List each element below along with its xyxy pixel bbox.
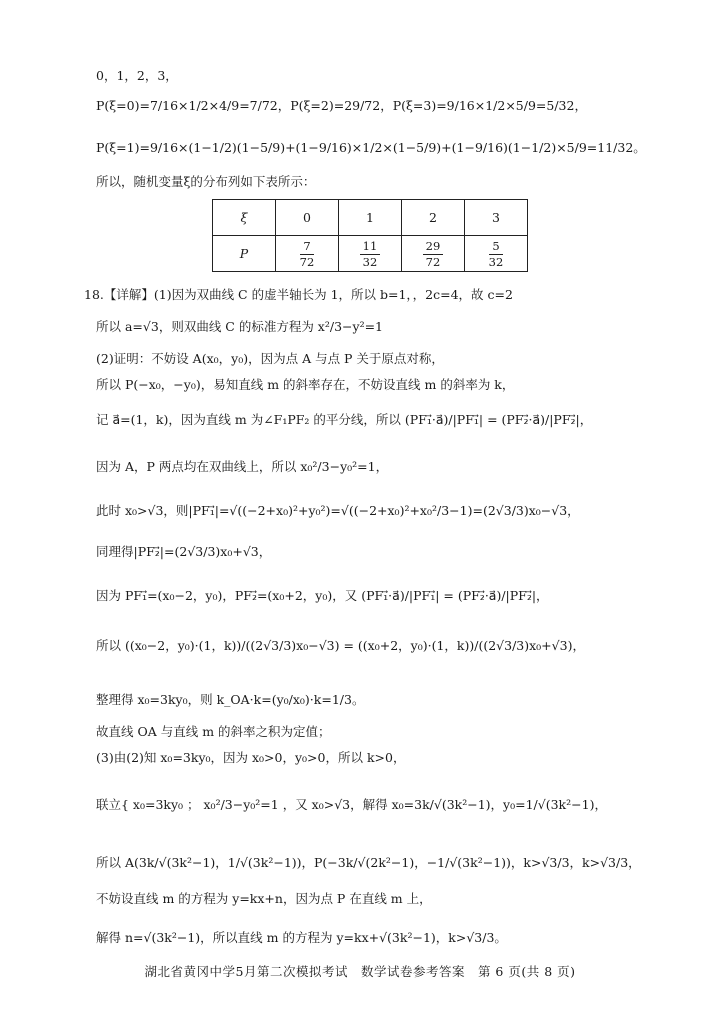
fraction-numerator: 11: [360, 239, 381, 255]
table-row: [213, 200, 528, 236]
fraction-numerator: 5: [489, 239, 502, 255]
distribution-table: [212, 199, 528, 272]
solution-line: 18.【详解】(1)因为双曲线 C 的虚半轴长为 1，所以 b=1，，2c=4，故 c=2: [84, 287, 513, 302]
fraction-denominator: 32: [362, 254, 378, 269]
solution-line: 联立{ x₀=3ky₀ ； x₀²/3−y₀²=1 ，又 x₀>√3，解得 x₀=3k/√(3k²−1)，y₀=1/√(3k²−1)，: [96, 797, 607, 812]
solution-line: 所以 A(3k/√(3k²−1)，1/√(3k²−1))，P(−3k/√(2k²−1)，−1/√(3k²−1))，k>√3/3，k>√3/3，: [96, 855, 641, 870]
fraction-denominator: 32: [488, 254, 504, 269]
solution-line: 不妨设直线 m 的方程为 y=kx+n，因为点 P 在直线 m 上，: [96, 891, 432, 906]
fraction-numerator: 7: [300, 239, 313, 255]
table-cell: 3: [465, 200, 528, 236]
solution-line: P(ξ=1)=9/16×(1−1/2)(1−5/9)+(1−9/16)×1/2×(1−5/9)+(1−9/16)(1−1/2)×5/9=11/32。: [96, 140, 646, 155]
solution-line: 同理得|PF₂⃗|=(2√3/3)x₀+√3，: [96, 544, 272, 559]
table-cell: 0: [276, 200, 339, 236]
solution-line: 解得 n=√(3k²−1)，所以直线 m 的方程为 y=kx+√(3k²−1)，k>√3/3。: [96, 930, 507, 945]
table-cell: [339, 236, 402, 272]
solution-line: 所以，随机变量ξ的分布列如下表所示：: [96, 174, 316, 189]
solution-line: 0，1，2，3，: [96, 68, 178, 83]
fraction-denominator: 72: [299, 254, 315, 269]
table-cell: [402, 236, 465, 272]
solution-line: P(ξ=0)=7/16×1/2×4/9=7/72，P(ξ=2)=29/72，P(ξ=3)=9/16×1/2×5/9=5/32，: [96, 98, 587, 113]
table-header-cell: ξ: [213, 200, 276, 236]
solution-line: 所以 a=√3，则双曲线 C 的标准方程为 x²/3−y²=1: [96, 319, 384, 334]
solution-line: (2)证明：不妨设 A(x₀，y₀)，因为点 A 与点 P 关于原点对称，: [96, 351, 444, 366]
solution-line: 记 a⃗=(1，k)，因为直线 m 为∠F₁PF₂ 的平分线，所以 (PF₁⃗·a⃗)/|PF₁⃗| = (PF₂⃗·a⃗)/|PF₂⃗|，: [96, 412, 593, 427]
solution-line: 所以 P(−x₀，−y₀)，易知直线 m 的斜率存在，不妨设直线 m 的斜率为 k，: [96, 377, 515, 392]
table-cell: 2: [402, 200, 465, 236]
solution-line: 故直线 OA 与直线 m 的斜率之积为定值；: [96, 724, 331, 739]
table-cell: 1: [339, 200, 402, 236]
solution-line: 所以 ((x₀−2，y₀)·(1，k))/((2√3/3)x₀−√3) = ((x₀+2，y₀)·(1，k))/((2√3/3)x₀+√3)，: [96, 638, 585, 653]
table-header-cell: P: [213, 236, 276, 272]
fraction-numerator: 29: [423, 239, 444, 255]
fraction-denominator: 72: [425, 254, 441, 269]
solution-line: (3)由(2)知 x₀=3ky₀，因为 x₀>0，y₀>0，所以 k>0，: [96, 750, 406, 765]
table-cell: [465, 236, 528, 272]
page-footer: 湖北省黄冈中学5月第二次模拟考试 数学试卷参考答案 第 6 页(共 8 页): [144, 964, 576, 979]
solution-line: 整理得 x₀=3ky₀，则 k_OA·k=(y₀/x₀)·k=1/3。: [96, 692, 365, 707]
solution-line: 因为 PF₁⃗=(x₀−2，y₀)，PF₂⃗=(x₀+2，y₀)，又 (PF₁⃗·a⃗)/|PF₁⃗| = (PF₂⃗·a⃗)/|PF₂⃗|，: [96, 588, 549, 603]
solution-line: 因为 A，P 两点均在双曲线上，所以 x₀²/3−y₀²=1，: [96, 459, 389, 474]
table-cell: [276, 236, 339, 272]
solution-line: 此时 x₀>√3，则|PF₁⃗|=√((−2+x₀)²+y₀²)=√((−2+x₀)²+x₀²/3−1)=(2√3/3)x₀−√3，: [96, 503, 580, 518]
table-row: [213, 236, 528, 272]
